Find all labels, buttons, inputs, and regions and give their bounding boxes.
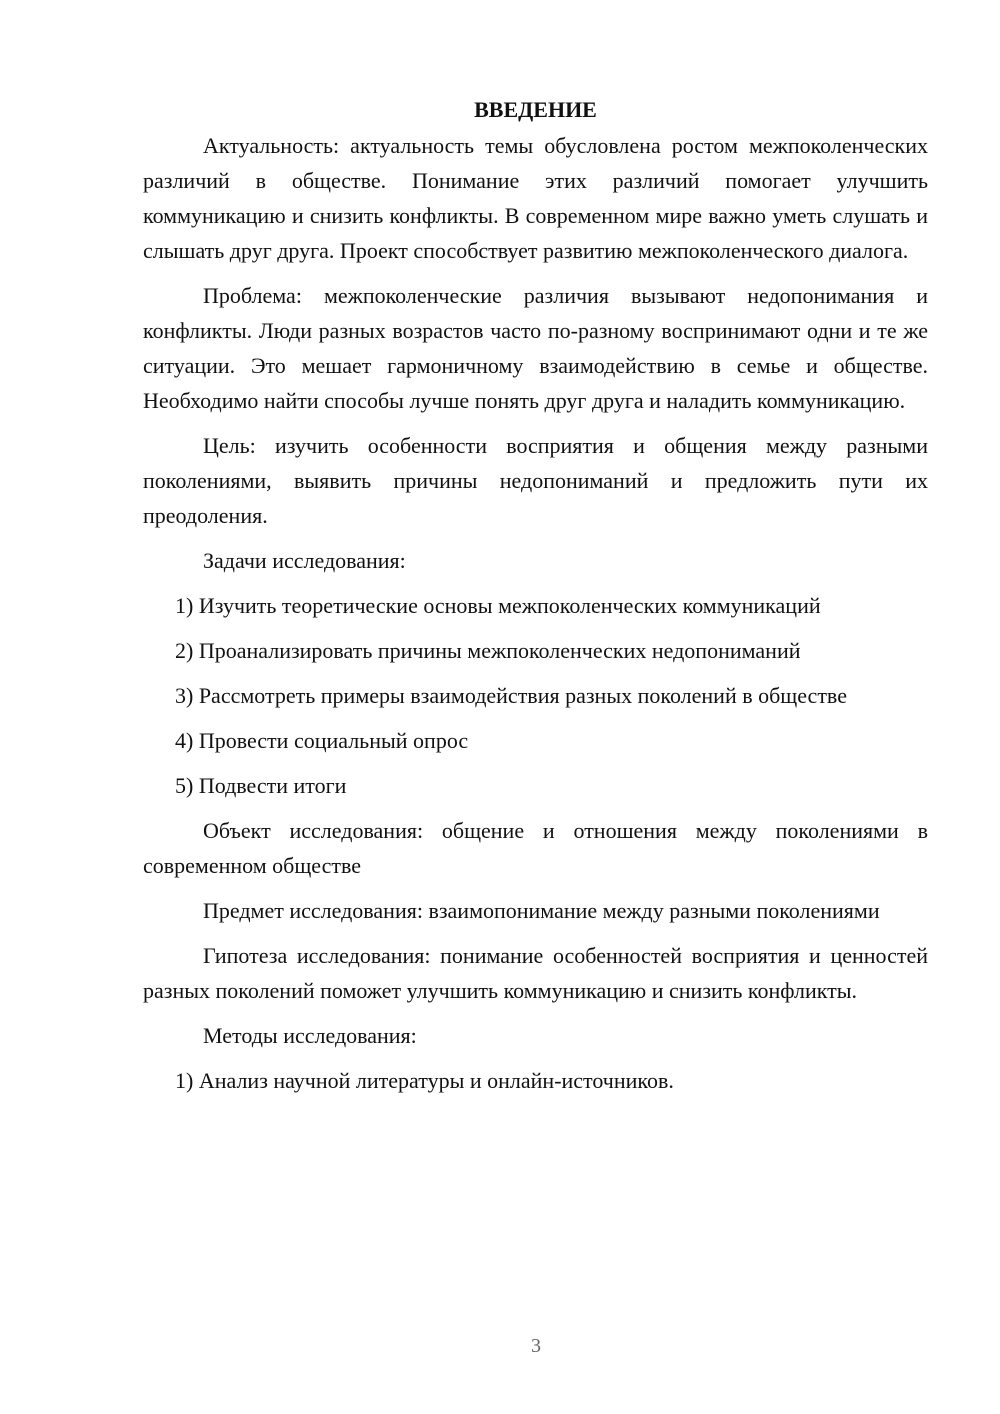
document-body — [143, 93, 928, 1108]
task-item-2: 2) Проанализировать причины межпоколенческих недопониманий — [175, 638, 801, 663]
section-title: ВВЕДЕНИЕ — [474, 97, 597, 122]
page-number: 3 — [531, 1335, 541, 1357]
hypothesis-paragraph: Гипотеза исследования: понимание особенностей восприятия и ценностей разных поколений поможет улучшить коммуникацию и снизить конфликты. — [143, 943, 928, 1003]
problem-paragraph: Проблема: межпоколенческие различия вызывают недопонимания и конфликты. Люди разных возрастов часто по-разному воспринимают одни и те же ситуации. Это мешает гармоничному взаимодействию в семье и обществе. Необходимо найти способы лучше понять друг друга и наладить коммуникацию. — [143, 283, 928, 413]
method-item-1: 1) Анализ научной литературы и онлайн-источников. — [175, 1068, 674, 1093]
subject-paragraph: Предмет исследования: взаимопонимание между разными поколениями — [203, 898, 880, 923]
goal-paragraph: Цель: изучить особенности восприятия и общения между разными поколениями, выявить причины недопониманий и предложить пути их преодоления. — [143, 433, 928, 528]
task-item-5: 5) Подвести итоги — [175, 773, 347, 798]
task-item-1: 1) Изучить теоретические основы межпоколенческих коммуникаций — [175, 593, 821, 618]
relevance-paragraph: Актуальность: актуальность темы обусловлена ростом межпоколенческих различий в обществе. Понимание этих различий помогает улучшить коммуникацию и снизить конфликты. В современном мире важно уметь слушать и слышать друг друга. Проект способствует развитию межпоколенческого диалога. — [143, 133, 928, 263]
object-paragraph: Объект исследования: общение и отношения между поколениями в современном обществе — [143, 818, 928, 878]
methods-heading: Методы исследования: — [203, 1023, 417, 1048]
task-item-3: 3) Рассмотреть примеры взаимодействия разных поколений в обществе — [175, 683, 847, 708]
tasks-heading: Задачи исследования: — [203, 548, 406, 573]
task-item-4: 4) Провести социальный опрос — [175, 728, 469, 753]
